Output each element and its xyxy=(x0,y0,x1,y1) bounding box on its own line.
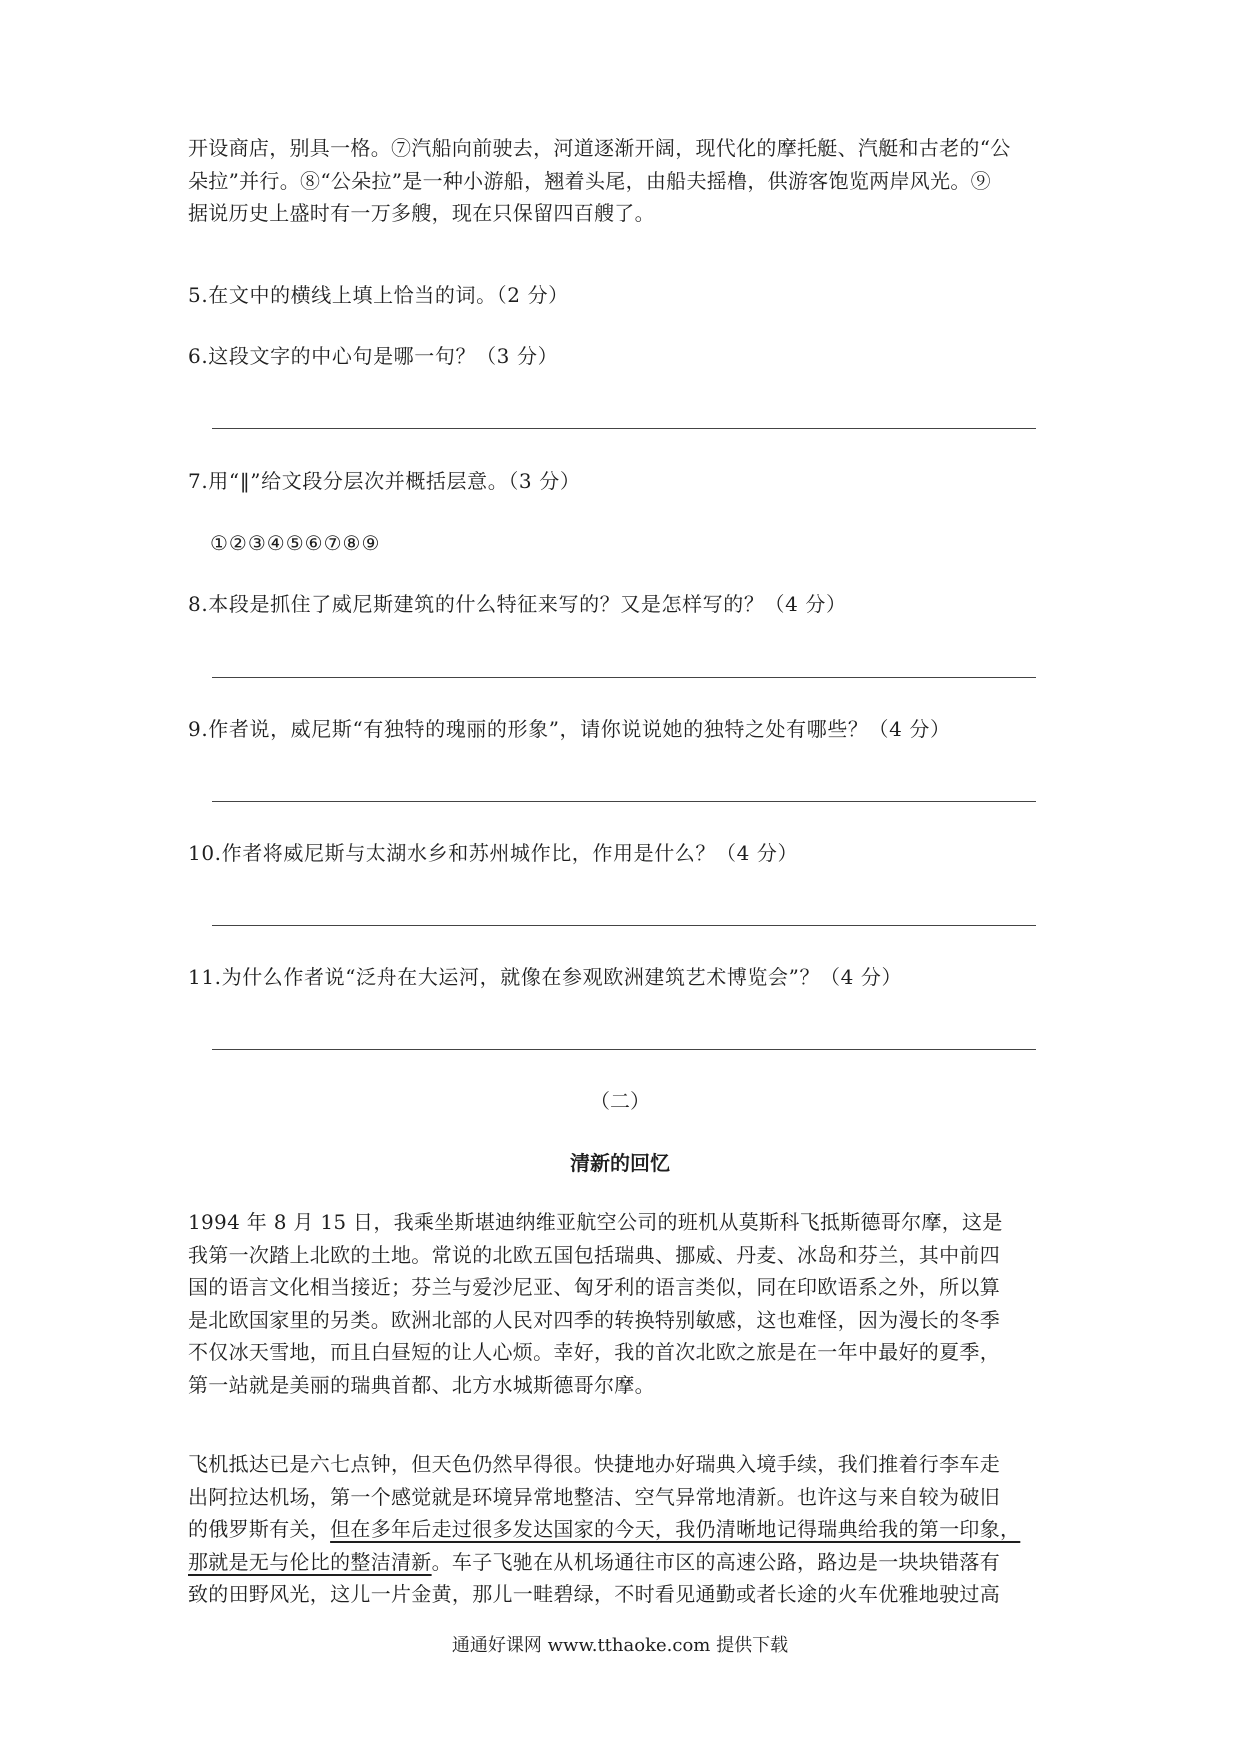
underlined-sentence: 但在多年后走过很多发达国家的今天，我仍清晰地记得瑞典给我的第一印象， xyxy=(330,1517,1021,1541)
page-footer: 通通好课网 www.tthaoke.com 提供下载 xyxy=(451,1635,789,1656)
question-11: 11.为什么作者说“泛舟在大运河，就像在参观欧洲建筑艺术博览会”？（4 分） xyxy=(188,965,903,989)
article-paragraph-2 xyxy=(188,1448,1058,1611)
answer-line-q9[interactable] xyxy=(212,801,1036,802)
paragraph-line: 1994 年 8 月 15 日，我乘坐斯堪迪纳维亚航空公司的班机从莫斯科飞抵斯德哥尔摩，这是 xyxy=(188,1210,1003,1234)
paragraph-line: 致的田野风光，这儿一片金黄，那儿一畦碧绿，不时看见通勤或者长途的火车优雅地驶过高 xyxy=(188,1582,1000,1606)
paragraph-text: 。车子飞驰在从机场通往市区的高速公路，路边是一块块错落有 xyxy=(431,1549,1001,1574)
answer-line-q6[interactable] xyxy=(212,428,1036,429)
article-paragraph-1 xyxy=(188,1206,1058,1401)
paragraph-line: 第一站就是美丽的瑞典首都、北方水城斯德哥尔摩。 xyxy=(188,1372,655,1397)
question-7: 7.用“‖”给文段分层次并概括层意。（3 分） xyxy=(188,469,581,493)
paragraph-line: 出阿拉达机场，第一个感觉就是环境异常地整洁、空气异常地清新。也许这与来自较为破旧 xyxy=(188,1484,1000,1509)
article-title: 清新的回忆 xyxy=(570,1151,670,1175)
paragraph-line: 我第一次踏上北欧的土地。常说的北欧五国包括瑞典、挪威、丹麦、冰岛和芬兰，其中前四 xyxy=(188,1242,1000,1267)
paragraph-line xyxy=(188,1513,1058,1546)
passage-line: 据说历史上盛时有一万多艘，现在只保留四百艘了。 xyxy=(188,201,655,225)
answer-line-q11[interactable] xyxy=(212,1049,1036,1050)
passage-line: 开设商店，别具一格。⑦汽船向前驶去，河道逐渐开阔，现代化的摩托艇、汽艇和古老的“公 xyxy=(188,136,1011,160)
passage-line: 朵拉”并行。⑧“公朵拉”是一种小游船，翘着头尾，由船夫摇橹，供游客饱览两岸风光。⑨ xyxy=(188,168,991,193)
paragraph-line: 飞机抵达已是六七点钟，但天色仍然早得很。快捷地办好瑞典入境手续，我们推着行李车走 xyxy=(188,1452,1000,1476)
paragraph-line: 国的语言文化相当接近；芬兰与爱沙尼亚、匈牙利的语言类似，同在印欧语系之外，所以算 xyxy=(188,1275,1000,1299)
question-6: 6.这段文字的中心句是哪一句？（3 分） xyxy=(188,344,559,368)
answer-line-q8[interactable] xyxy=(212,677,1036,678)
paragraph-line: 不仅冰天雪地，而且白昼短的让人心烦。幸好，我的首次北欧之旅是在一年中最好的夏季， xyxy=(188,1340,1000,1364)
paragraph-line xyxy=(188,1546,1058,1579)
question-10: 10.作者将威尼斯与太湖水乡和苏州城作比，作用是什么？（4 分） xyxy=(188,841,799,865)
question-9: 9.作者说，威尼斯“有独特的瑰丽的形象”，请你说说她的独特之处有哪些？（4 分） xyxy=(188,717,951,741)
section-number: （二） xyxy=(590,1089,650,1113)
underlined-sentence: 那就是无与伦比的整洁清新 xyxy=(188,1549,432,1574)
answer-line-q10[interactable] xyxy=(212,925,1036,926)
question-8: 8.本段是抓住了威尼斯建筑的什么特征来写的？又是怎样写的？（4 分） xyxy=(188,592,847,616)
paragraph-line: 是北欧国家里的另类。欧洲北部的人民对四季的转换特别敏感，这也难怪，因为漫长的冬季 xyxy=(188,1307,1000,1332)
passage-one-paragraph xyxy=(188,132,1058,230)
sentence-markers: ①②③④⑤⑥⑦⑧⑨ xyxy=(210,531,381,555)
paragraph-text: 的俄罗斯有关， xyxy=(188,1517,331,1541)
question-5: 5.在文中的横线上填上恰当的词。（2 分） xyxy=(188,283,569,307)
